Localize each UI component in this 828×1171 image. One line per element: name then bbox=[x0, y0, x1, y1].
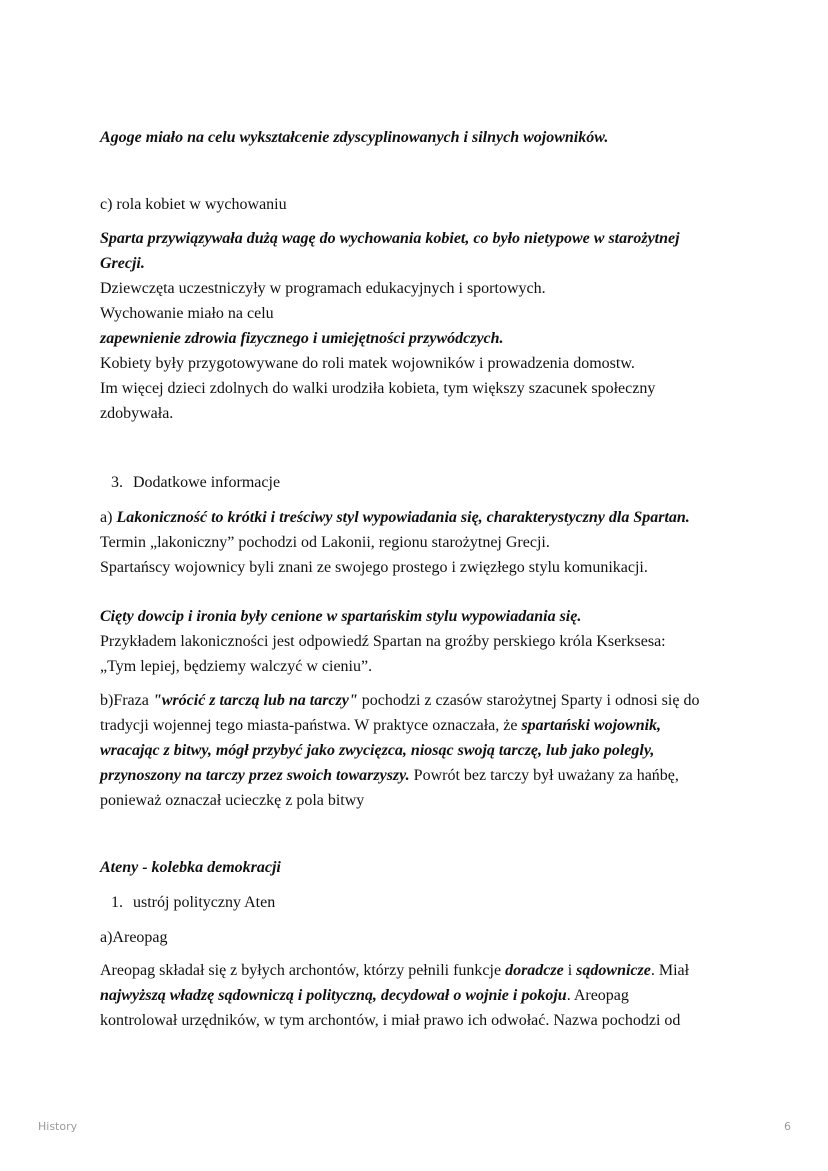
subsection-heading-c: c) rola kobiet w wychowaniu bbox=[100, 196, 287, 213]
section-title: Dodatkowe informacje bbox=[133, 474, 281, 491]
text-segment: tradycji wojennej tego miasta-państwa. W praktyce oznaczała, że bbox=[100, 717, 522, 734]
text-segment-bold: sądownicze bbox=[576, 962, 651, 979]
text-segment-bold: najwyższą władzę sądowniczą i polityczną, decydował o wojnie i pokoju bbox=[100, 987, 567, 1004]
sparta-women-line-2: Grecji. bbox=[100, 255, 145, 272]
text-segment-bold: spartański wojownik, bbox=[521, 717, 662, 734]
agoge-statement: Agoge miało na celu wykształcenie zdyscyplinowanych i silnych wojowników. bbox=[100, 129, 609, 146]
shield-phrase-line-4 bbox=[100, 763, 679, 788]
laconic-definition bbox=[100, 505, 690, 530]
list-number: 3. bbox=[111, 474, 123, 491]
areopag-line-3: kontrolował urzędników, w tym archontów, i miał prawo ich odwołać. Nazwa pochodzi od bbox=[100, 1012, 681, 1029]
children-respect-line-1: Im więcej dzieci zdolnych do walki urodziła kobieta, tym większy szacunek społeczny bbox=[100, 380, 656, 397]
text-segment: . Miał bbox=[650, 962, 690, 979]
shade-quote: „Tym lepiej, będziemy walczyć w cieniu”. bbox=[100, 658, 373, 675]
item-prefix: a) bbox=[100, 509, 117, 526]
health-leadership: zapewnienie zdrowia fizycznego i umiejętności przywódczych. bbox=[100, 330, 504, 347]
footer-document-title: History bbox=[38, 1120, 78, 1133]
shield-phrase-line-3: wracając z bitwy, mógł przybyć jako zwycięzca, niosąc swoją tarczę, lub jako polegly, bbox=[100, 742, 655, 759]
laconic-example: Przykładem lakoniczności jest odpowiedź Spartan na groźby perskiego króla Kserksesa: bbox=[100, 633, 666, 650]
areopag-heading: a)Areopag bbox=[100, 929, 168, 946]
shield-phrase-line-2 bbox=[100, 713, 661, 738]
areopag-line-2 bbox=[100, 983, 629, 1008]
item-prefix: b)Fraza bbox=[100, 692, 153, 709]
shield-phrase-line-5: ponieważ oznaczał ucieczkę z pola bitwy bbox=[100, 792, 365, 809]
upbringing-goal: Wychowanie miało na celu bbox=[100, 305, 274, 322]
wit-irony: Cięty dowcip i ironia były cenione w spartańskim stylu wypowiadania się. bbox=[100, 608, 582, 625]
text-segment-bold: doradcze bbox=[505, 962, 564, 979]
laconic-bold: Lakoniczność to krótki i treściwy styl wypowiadania się, charakterystyczny dla Spartan. bbox=[116, 509, 690, 526]
term-origin: Termin „lakoniczny” pochodzi od Lakonii, regionu starożytnej Grecji. bbox=[100, 534, 550, 551]
text-segment: . Areopag bbox=[566, 987, 629, 1004]
women-roles: Kobiety były przygotowywane do roli matek wojowników i prowadzenia domostw. bbox=[100, 355, 635, 372]
spartan-communication: Spartańscy wojownicy byli znani ze swojego prostego i zwięzłego stylu komunikacji. bbox=[100, 559, 648, 576]
sparta-women-line-1: Sparta przywiązywała dużą wagę do wychowania kobiet, co było nietypowe w starożytnej bbox=[100, 230, 680, 247]
areopag-line-1 bbox=[100, 958, 689, 983]
section-3-heading bbox=[111, 470, 280, 495]
footer-page-number: 6 bbox=[784, 1120, 791, 1133]
girls-education: Dziewczęta uczestniczyły w programach edukacyjnych i sportowych. bbox=[100, 280, 546, 297]
text-segment: Areopag składał się z byłych archontów, którzy pełnili funkcje bbox=[100, 962, 506, 979]
shield-phrase: "wrócić z tarczą lub na tarczy" bbox=[152, 692, 358, 709]
text-segment: Powrót bez tarczy był uważany za hańbę, bbox=[409, 767, 679, 784]
athens-heading: Ateny - kolebka demokracji bbox=[100, 859, 281, 876]
text-segment: pochodzi z czasów starożytnej Sparty i odnosi się do bbox=[357, 692, 700, 709]
children-respect-line-2: zdobywała. bbox=[100, 405, 174, 422]
text-segment-bold: przynoszony na tarczy przez swoich towarzyszy. bbox=[100, 767, 410, 784]
text-segment: i bbox=[563, 962, 577, 979]
list-item-title: ustrój polityczny Aten bbox=[133, 894, 276, 911]
shield-phrase-line-1 bbox=[100, 688, 699, 713]
list-item-1 bbox=[111, 890, 275, 915]
list-number: 1. bbox=[111, 894, 123, 911]
